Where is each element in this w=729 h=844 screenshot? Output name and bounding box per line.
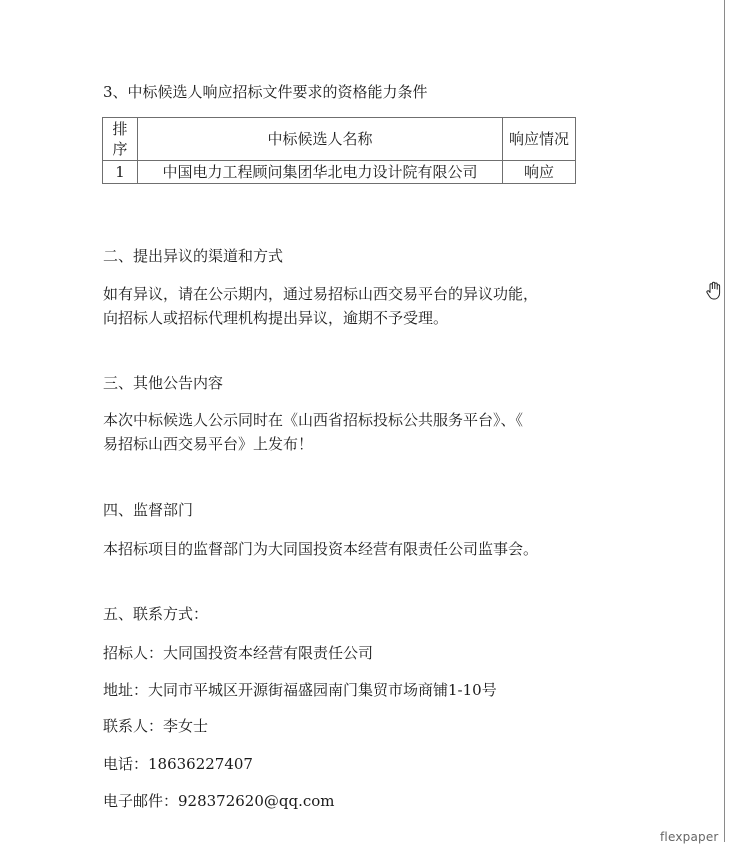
flexpaper-logo[interactable]: flexpaper <box>660 830 719 844</box>
viewer-gutter <box>725 0 729 842</box>
table-cell-rank: 1 <box>103 161 138 184</box>
candidate-table <box>102 117 576 184</box>
contact-email: 电子邮件：928372620@qq.com <box>103 792 335 810</box>
table-row <box>103 161 576 184</box>
table-header-row <box>103 118 576 161</box>
hand-cursor-icon <box>705 281 723 301</box>
contact-phone: 电话：18636227407 <box>103 755 253 773</box>
contact-address: 地址：大同市平城区开源街福盛园南门集贸市场商铺1-10号 <box>103 681 497 699</box>
table-cell-response: 响应 <box>503 161 576 184</box>
table-header-name: 中标候选人名称 <box>138 118 503 161</box>
other-text-line-1: 本次中标候选人公示同时在《山西省招标投标公共服务平台》、《 <box>103 411 524 429</box>
objection-text-line-2: 向招标人或招标代理机构提出异议，逾期不予受理。 <box>103 309 449 327</box>
other-text-line-2: 易招标山西交易平台》上发布！ <box>103 435 314 453</box>
section-heading-objection: 二、提出异议的渠道和方式 <box>103 247 284 265</box>
contact-tenderer: 招标人：大同国投资本经营有限责任公司 <box>103 644 374 662</box>
section-heading-supervision: 四、监督部门 <box>103 501 194 519</box>
section-heading-other: 三、其他公告内容 <box>103 374 224 392</box>
section-heading-contact: 五、联系方式： <box>103 605 209 623</box>
table-header-rank: 排序 <box>103 118 138 161</box>
table-header-response: 响应情况 <box>503 118 576 161</box>
table-cell-name: 中国电力工程顾问集团华北电力设计院有限公司 <box>138 161 503 184</box>
supervision-text: 本招标项目的监督部门为大同国投资本经营有限责任公司监事会。 <box>103 540 539 558</box>
contact-person: 联系人：李女士 <box>103 717 209 735</box>
objection-text-line-1: 如有异议，请在公示期内，通过易招标山西交易平台的异议功能， <box>103 285 539 303</box>
section-heading-qualification: 3、中标候选人响应招标文件要求的资格能力条件 <box>103 83 428 101</box>
